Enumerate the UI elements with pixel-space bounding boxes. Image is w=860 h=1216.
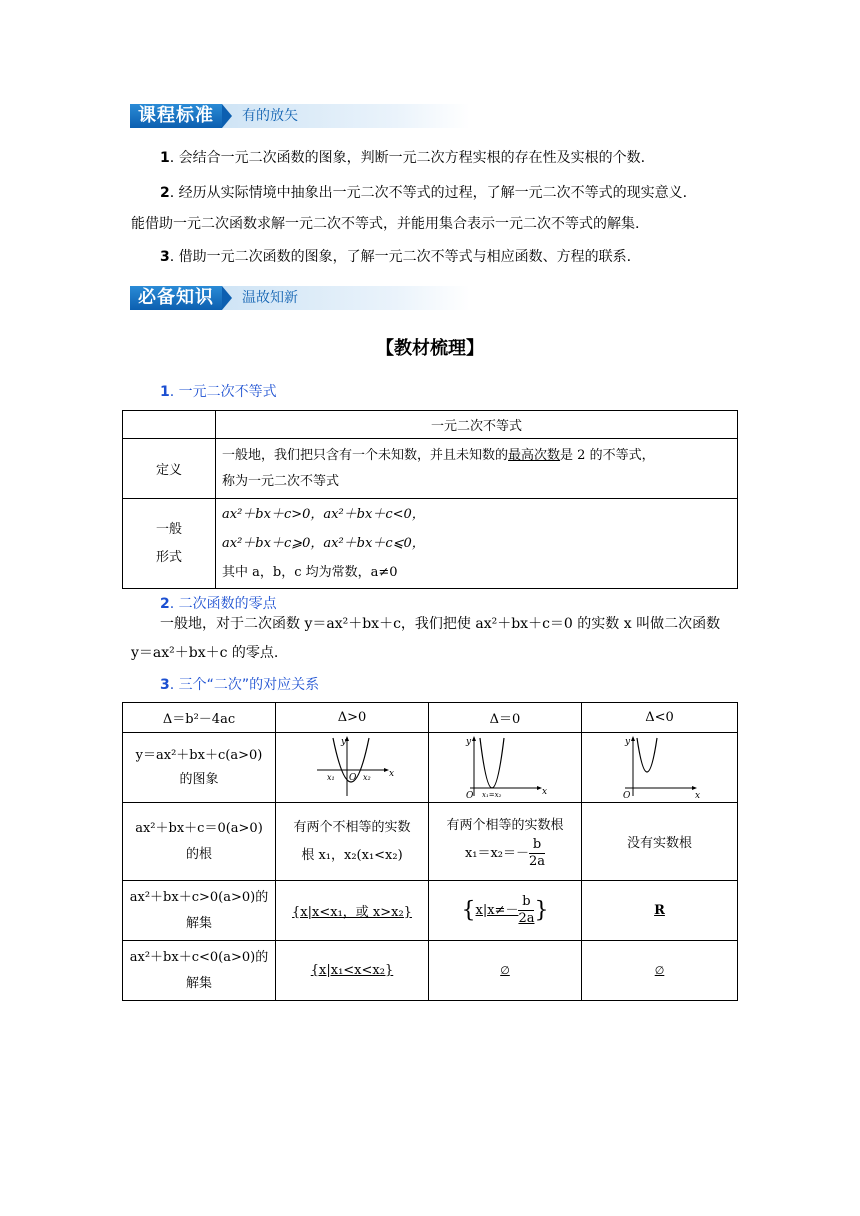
zero-point-paragraph-line1: 一般地，对于二次函数 y＝ax²＋bx＋c，我们把使 ax²＋bx＋c＝0 的实数 x 叫做二次函数 [160,616,721,632]
svg-text:x₂: x₂ [363,772,371,782]
roots-two-distinct: 有两个不相等的实数 根 x₁，x₂(x₁<x₂) [276,803,429,881]
svg-text:y: y [466,736,472,747]
banner-subtitle: 温故知新 [222,286,470,310]
heading-1: 1. 一元二次不等式 [160,384,277,400]
row-label-definition: 定义 [123,439,216,499]
general-form-text: ax²＋bx＋c>0，ax²＋bx＋c<0， ax²＋bx＋c⩾0，ax²＋bx＋c⩽0， 其中 a，b，c 均为常数，a≠0 [216,499,738,589]
row-label-graph: y＝ax²＋bx＋c(a>0) 的图象 [123,733,276,803]
graph-two-roots [276,733,429,803]
header-delta-negative: Δ<0 [582,703,738,733]
banner-subtitle: 有的放矢 [222,104,470,128]
section-banner-standards [130,103,470,129]
svg-text:x₁: x₁ [327,772,335,782]
graph-no-root [582,733,738,803]
solution-greater-double-root: {x|x≠－ $\frac{b}{2a}$ } [429,881,582,941]
svg-text:y: y [624,736,630,747]
svg-text:O: O [622,790,630,798]
solution-less-no-root: ∅ [582,941,738,1001]
section-banner-knowledge [130,285,470,311]
header-delta-positive: Δ>0 [276,703,429,733]
parabola-one-root-graph [460,734,550,798]
table-three-quadratics [122,702,738,1001]
svg-text:x: x [694,790,700,798]
graph-one-root [429,733,582,803]
roots-none: 没有实数根 [582,803,738,881]
standard-item-1: 1. 会结合一元二次函数的图象，判断一元二次方程实根的存在性及实根的个数. [160,150,646,166]
fraction-b-over-2a: $\frac{b}{2a}$ [529,836,546,869]
standard-item-2: 2. 经历从实际情境中抽象出一元二次不等式的过程，了解一元二次不等式的现实意义. [160,185,688,201]
svg-text:y: y [341,736,347,747]
standard-item-2-cont: 能借助一元二次函数求解一元二次不等式，并能用集合表示一元二次不等式的解集. [131,216,640,232]
solution-greater-two-roots: {x|x<x₁，或 x>x₂} [276,881,429,941]
row-label-general-form: 一般 形式 [123,499,216,589]
table-cell-empty [123,411,216,439]
header-delta-zero: Δ＝0 [429,703,582,733]
solution-less-double-root: ∅ [429,941,582,1001]
svg-text:O: O [349,772,357,783]
svg-text:x: x [389,768,395,779]
svg-text:x: x [542,786,548,797]
heading-3: 3. 三个“二次”的对应关系 [160,677,320,693]
row-label-less-solution: ax²＋bx＋c<0(a>0)的 解集 [123,941,276,1001]
svg-text:x₁=x₂: x₁=x₂ [482,790,502,798]
header-discriminant: Δ＝b²－4ac [123,703,276,733]
banner-tag: 必备知识 [130,286,222,310]
table-header: 一元二次不等式 [216,411,738,439]
solution-greater-no-root: R [582,881,738,941]
parabola-two-roots-graph [307,734,397,798]
row-label-greater-solution: ax²＋bx＋c>0(a>0)的 解集 [123,881,276,941]
parabola-no-root-graph [615,734,705,798]
zero-point-paragraph-line2: y＝ax²＋bx＋c 的零点. [131,645,279,661]
solution-less-two-roots: {x|x₁<x<x₂} [276,941,429,1001]
standard-item-3: 3. 借助一元二次函数的图象，了解一元二次不等式与相应函数、方程的联系. [160,249,632,265]
center-title: 【教材梳理】 [376,338,484,359]
banner-tag: 课程标准 [130,104,222,128]
table-quadratic-inequality [122,410,738,589]
heading-2: 2. 二次函数的零点 [160,596,277,612]
roots-double: 有两个相等的实数根 x₁＝x₂＝－ $\frac{b}{2a}$ [429,803,582,881]
svg-text:O: O [466,790,474,798]
definition-text: 一般地，我们把只含有一个未知数，并且未知数的最高次数是 2 的不等式， 称为一元二次不等式 [216,439,738,499]
underlined-term: 最高次数 [508,447,561,463]
row-label-roots: ax²＋bx＋c＝0(a>0) 的根 [123,803,276,881]
